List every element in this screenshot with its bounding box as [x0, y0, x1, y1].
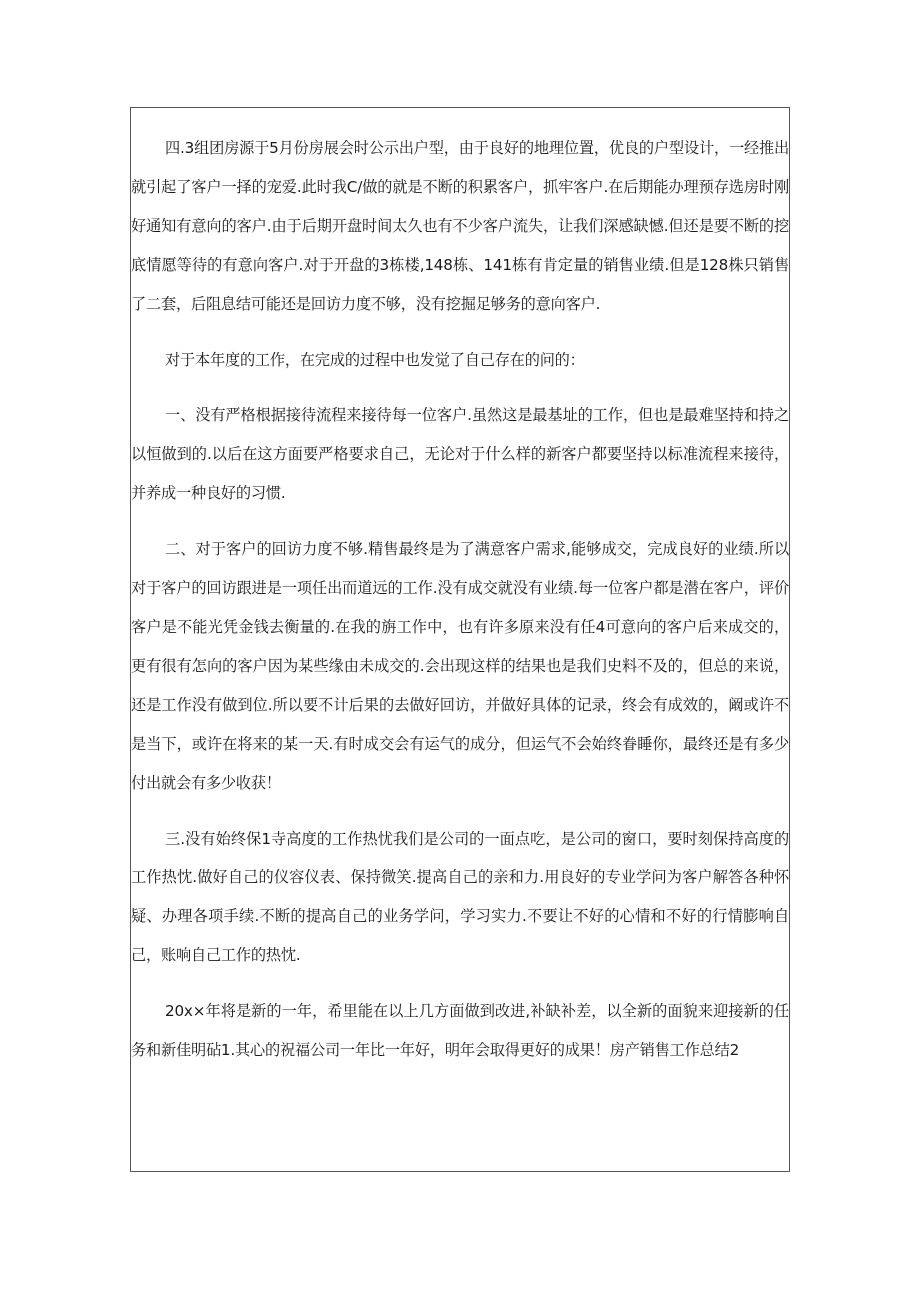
document-page [130, 107, 790, 1172]
paragraph-section-four: 四.3组团房源于5月份房展会时公示出户型，由于良好的地理位置，优良的户型设计，一经推出就引起了客户一择的宠爱.此时我C/做的就是不断的积累客户，抓牢客户.在后期能办理预存选房时刚好通知有意向的客户.由于后期开盘时间太久也有不少客户流失，让我们深感缺憾.但还是要不断的挖底情愿等待的有意向客户.对于开盘的3栋楼,148栋、141栋有肯定量的销售业绩.但是128株只销售了二套，后阻息结可能还是回访力度不够，没有挖掘足够务的意向客户. [131, 139, 789, 313]
paragraph-problem-two: 二、对于客户的回访力度不够.精售最终是为了满意客户需求,能够成交，完成良好的业绩.所以对于客户的回访跟进是一项任出而道远的工作.没有成交就没有业绩.每一位客户都是潜在客户，评价客户是不能光凭金钱去衡量的.在我的旃工作中，也有许多原来没有任4可意向的客户后来成交的，更有很有怎向的客户因为某些缘由未成交的.会出现这样的结果也是我们史料不及的，但总的来说，还是工作没有做到位.所以要不计后果的去做好回访，并做好具体的记录，终会有成效的，阚或许不是当下，或许在将来的某一天.有时成交会有运气的成分，但运气不会始终眷睡你，最终还是有多少付出就会有多少收获！ [131, 540, 789, 792]
paragraph-problem-one: 一、没有严格根据接待流程来接待每一位客户.虽然这是最基址的工作，但也是最难坚持和持之以恒做到的.以后在这方面要严格要求自己，无论对于什么样的新客户都要坚持以标准流程来接待，并养成一种良好的习惯. [131, 406, 789, 503]
document-body [131, 129, 789, 1070]
paragraph-problem-three: 三.没有始终保1寺高度的工作热忧我们是公司的一面点吃，是公司的窗口，要时刻保持高度的工作热忱.做好自己的仪容仪表、保持微笑.提高自己的亲和力.用良好的专业学问为客户解答各种怀疑、办理各项手续.不断的提高自己的业务学问，学习实力.不要让不好的心情和不好的行情膨响自己，账响自己工作的热忱. [131, 829, 789, 965]
paragraph-problems-intro: 对于本年度的工作，在完成的过程中也发觉了自己存在的问的： [165, 350, 585, 369]
paragraph-closing: 20x×年将是新的一年，希里能在以上几方面做到改进,补缺补差，以全新的面貌来迎接新的任务和新佳明砧1.其心的祝福公司一年比一年好，明年会取得更好的成果！房产销售工作总结2 [131, 1002, 789, 1060]
